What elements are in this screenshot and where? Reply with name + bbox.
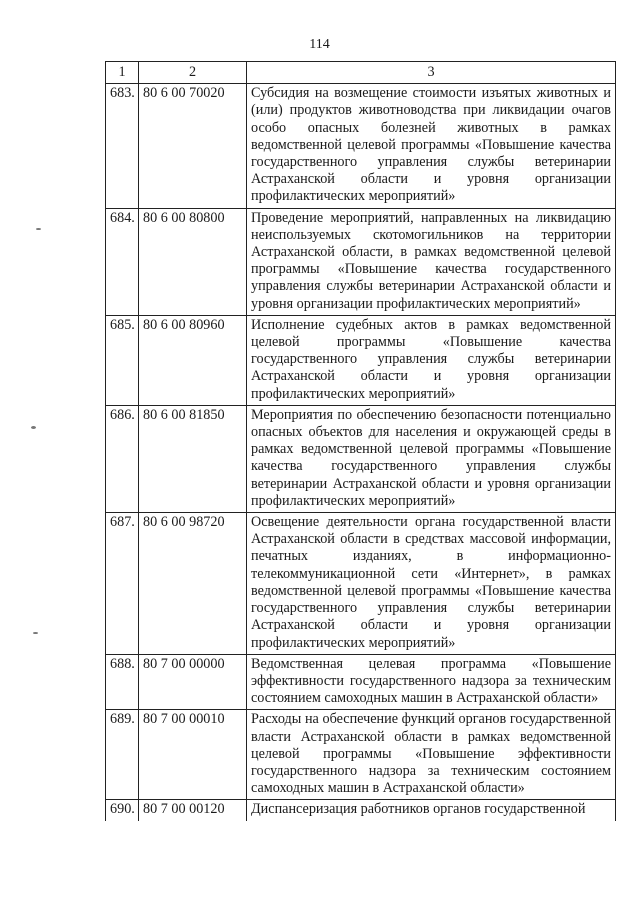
row-number: 690. <box>106 800 139 821</box>
page-number: 114 <box>309 37 330 52</box>
classification-code: 80 6 00 80960 <box>139 315 247 405</box>
table-row <box>106 800 616 821</box>
row-description: Мероприятия по обеспечению безопасности потенциально опасных объектов для населения и окружающей среды в рамках ведомственной целевой программы «Повышение качества государственного управления службы ветеринарии Астраханской области и уровня организации профилактических мероприятий» <box>247 405 616 512</box>
table-row <box>106 208 616 315</box>
classification-code: 80 7 00 00120 <box>139 800 247 821</box>
table-header-row <box>106 62 616 84</box>
table-row <box>106 405 616 512</box>
column-header-code: 2 <box>139 62 247 84</box>
row-number: 685. <box>106 315 139 405</box>
table-row <box>106 513 616 655</box>
row-number: 689. <box>106 710 139 800</box>
column-header-description: 3 <box>247 62 616 84</box>
row-description: Расходы на обеспечение функций органов государственной власти Астраханской области в рамках ведомственной целевой программы «Повышение эффективности государственного надзора за техническим состоянием самоходных машин в Астраханской области» <box>247 710 616 800</box>
classification-code: 80 6 00 80800 <box>139 208 247 315</box>
table-row <box>106 654 616 710</box>
classification-code: 80 6 00 70020 <box>139 84 247 208</box>
classification-code: 80 7 00 00010 <box>139 710 247 800</box>
row-number: 686. <box>106 405 139 512</box>
row-number: 684. <box>106 208 139 315</box>
scan-speck <box>36 228 41 230</box>
table-row <box>106 315 616 405</box>
row-description: Ведомственная целевая программа «Повышение эффективности государственного надзора за техническим состоянием самоходных машин в Астраханской области» <box>247 654 616 710</box>
row-number: 687. <box>106 513 139 655</box>
row-description: Проведение мероприятий, направленных на ликвидацию неиспользуемых скотомогильников на территории Астраханской области, в рамках ведомственной целевой программы «Повышение качества государственного управления службы ветеринарии Астраханской области и уровня организации профилактических мероприятий» <box>247 208 616 315</box>
table-row <box>106 84 616 208</box>
classification-code: 80 6 00 81850 <box>139 405 247 512</box>
row-description: Субсидия на возмещение стоимости изъятых животных и (или) продуктов животноводства при ликвидации очагов особо опасных болезней животных в рамках ведомственной целевой программы «Повышение качества государственного управления службы ветеринарии Астраханской области и уровня организации профилактических мероприятий» <box>247 84 616 208</box>
scan-speck <box>33 632 38 634</box>
row-number: 688. <box>106 654 139 710</box>
row-number: 683. <box>106 84 139 208</box>
row-description: Диспансеризация работников органов государственной <box>247 800 616 821</box>
budget-classification-table <box>105 61 616 821</box>
scan-speck <box>31 426 36 429</box>
row-description: Освещение деятельности органа государственной власти Астраханской области в средствах массовой информации, печатных изданиях, в информационно-телекоммуникационной сети «Интернет», в рамках ведомственной целевой программы «Повышение качества государственного управления службы ветеринарии Астраханской области и уровня организации профилактических мероприятий» <box>247 513 616 655</box>
row-description: Исполнение судебных актов в рамках ведомственной целевой программы «Повышение качества государственного управления службы ветеринарии Астраханской области и уровня организации профилактических мероприятий» <box>247 315 616 405</box>
column-header-number: 1 <box>106 62 139 84</box>
classification-code: 80 7 00 00000 <box>139 654 247 710</box>
table-row <box>106 710 616 800</box>
classification-code: 80 6 00 98720 <box>139 513 247 655</box>
